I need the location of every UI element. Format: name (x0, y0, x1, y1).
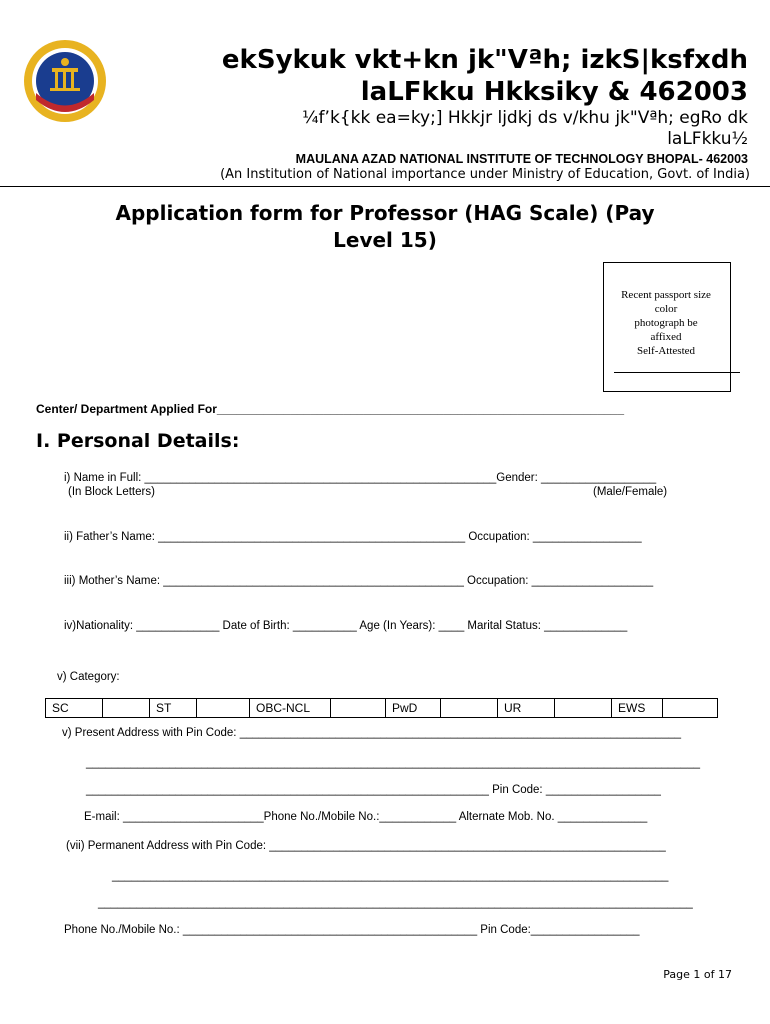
institute-name: MAULANA AZAD NATIONAL INSTITUTE OF TECHNOLOGY BHOPAL- 462003 (295, 152, 748, 166)
category-cell: PwD (386, 699, 441, 718)
phone-pin-field[interactable]: Phone No./Mobile No.: ______________________________________________ Pin Code:_________________ (64, 924, 640, 936)
block-letters-note: (In Block Letters) (68, 486, 155, 498)
category-checkbox[interactable] (441, 699, 498, 718)
category-cell: EWS (612, 699, 663, 718)
permanent-address-line2[interactable]: _______________________________________________________________________________________ (112, 870, 669, 882)
institute-logo (22, 38, 108, 124)
center-department-field[interactable]: Center/ Department Applied For_____________________________________________________________ (36, 402, 625, 416)
category-label: v) Category: (57, 671, 120, 683)
present-pin-code-field[interactable]: _______________________________________________________________ Pin Code: __________________ (86, 784, 661, 796)
category-checkbox[interactable] (331, 699, 386, 718)
category-table (45, 698, 718, 718)
email-phone-field[interactable]: E-mail: ______________________Phone No./Mobile No.:____________ Alternate Mob. No. ______________ (84, 811, 648, 823)
category-cell: SC (46, 699, 103, 718)
category-cell: OBC-NCL (250, 699, 331, 718)
name-field[interactable]: i) Name in Full: _______________________________________________________Gender: __________________ (64, 472, 657, 484)
category-checkbox[interactable] (103, 699, 150, 718)
signature-line (614, 372, 740, 373)
header-divider (0, 186, 770, 187)
category-checkbox[interactable] (555, 699, 612, 718)
page-number: Page 1 of 17 (663, 968, 732, 981)
permanent-address-line3[interactable]: _____________________________________________________________________________________________ (98, 897, 693, 909)
category-cell: UR (498, 699, 555, 718)
institute-subtitle: (An Institution of National importance under Ministry of Education, Govt. of India) (220, 167, 750, 182)
form-title: Application form for Professor (HAG Scale) (Pay Level 15) (115, 201, 655, 252)
category-checkbox[interactable] (663, 699, 718, 718)
nationality-field[interactable]: iv)Nationality: _____________ Date of Birth: __________ Age (In Years): ____ Marital Status: _____________ (64, 620, 628, 632)
father-name-field[interactable]: ii) Father’s Name: ________________________________________________ Occupation: _________________ (64, 531, 642, 543)
mother-name-field[interactable]: iii) Mother’s Name: _______________________________________________ Occupation: ___________________ (64, 575, 654, 587)
hindi-title: ekSykuk vkt+kn jk"Vªh; izkS|ksfxdh laLFkku Hkksiky & 462003 (221, 45, 748, 107)
photo-instructions: Recent passport size color photograph be affixed Self-Attested (621, 289, 711, 357)
present-address-line2[interactable]: ________________________________________________________________________________________________ (86, 757, 700, 769)
hindi-subtitle: ¼f’k{kk ea=ky;] Hkkjr ljdkj ds v/khu jk"Vªh; egRo dk laLFkku½ (302, 108, 748, 149)
category-cell: ST (150, 699, 197, 718)
category-checkbox[interactable] (197, 699, 250, 718)
permanent-address-field[interactable]: (vii) Permanent Address with Pin Code: ______________________________________________________________ (66, 840, 666, 852)
present-address-field[interactable]: v) Present Address with Pin Code: _____________________________________________________________________ (62, 727, 682, 739)
male-female-note: (Male/Female) (593, 486, 668, 498)
section-title: I. Personal Details: (36, 430, 240, 452)
